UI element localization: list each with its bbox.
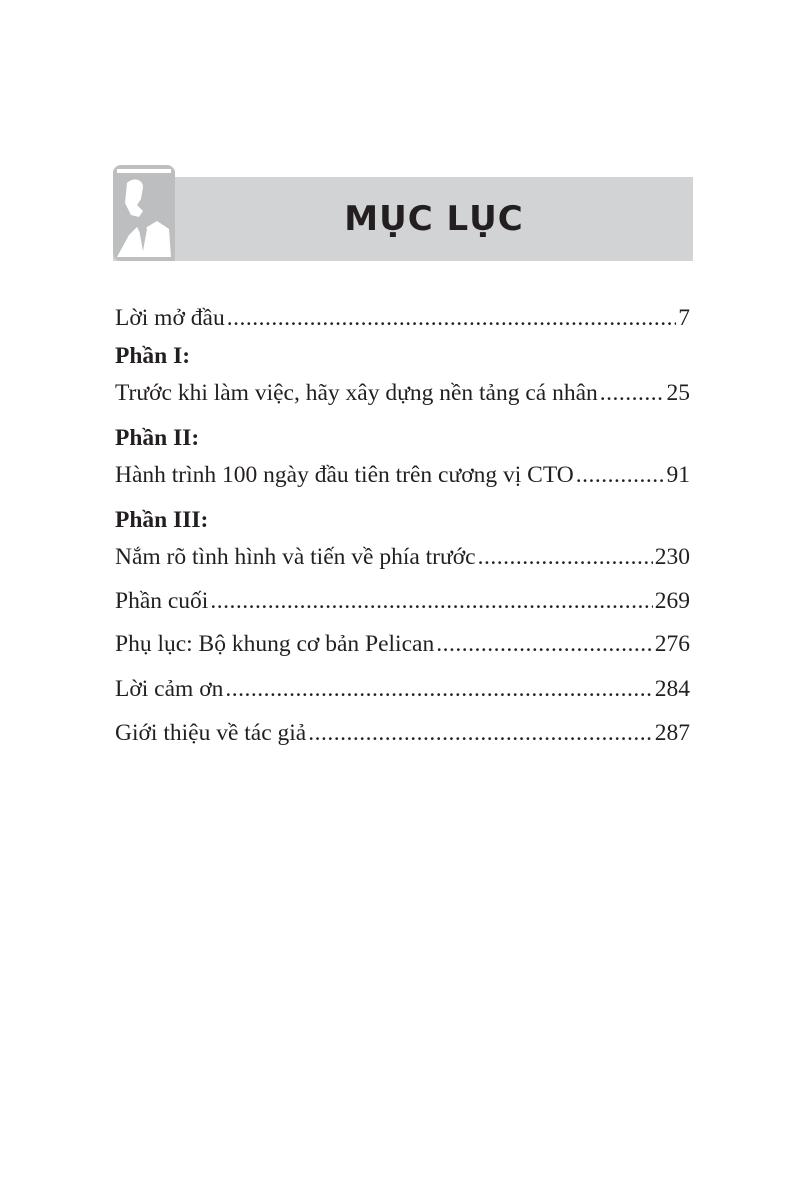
entry-label: Lời cảm ơn [115,676,224,702]
leader-dots [308,718,653,748]
entry-label: Nắm rõ tình hình và tiến về phía trước [115,544,476,570]
entry-label: Phần cuối [115,588,209,614]
toc-entry[interactable] [115,674,690,704]
entry-page: 91 [666,462,690,488]
toc-entry[interactable] [115,586,690,616]
leader-dots [210,586,652,616]
part-heading: Phần III: [115,507,209,533]
part-heading: Phần I: [115,343,191,369]
entry-page: 25 [666,380,690,406]
toc-entry[interactable] [115,303,690,333]
entry-page: 7 [678,305,690,331]
toc-entry[interactable] [115,378,690,408]
entry-page: 230 [654,544,690,570]
leader-dots [225,674,652,704]
leader-dots [478,542,653,572]
entry-label: Lời mở đầu [115,305,225,331]
header-icon-box [113,165,175,261]
entry-page: 269 [654,588,690,614]
entry-label: Trước khi làm việc, hãy xây dựng nền tảng cá nhân [115,380,598,406]
entry-page: 287 [654,720,690,746]
toc-entry[interactable] [115,718,690,748]
entry-page: 276 [654,631,690,657]
entry-label: Phụ lục: Bộ khung cơ bản Pelican [115,631,435,657]
toc-entry[interactable] [115,629,690,659]
leader-dots [436,629,653,659]
entry-label: Giới thiệu về tác giả [115,720,307,746]
leader-dots [227,303,677,333]
entry-label: Hành trình 100 ngày đầu tiên trên cương vị CTO [115,462,574,488]
page-title: MỤC LỤC [344,199,524,239]
leader-dots [600,378,665,408]
entry-page: 284 [654,676,690,702]
part-heading: Phần II: [115,425,200,451]
man-in-hat-icon [113,165,175,261]
toc-entry[interactable] [115,542,690,572]
toc-entry[interactable] [115,460,690,490]
leader-dots [576,460,665,490]
